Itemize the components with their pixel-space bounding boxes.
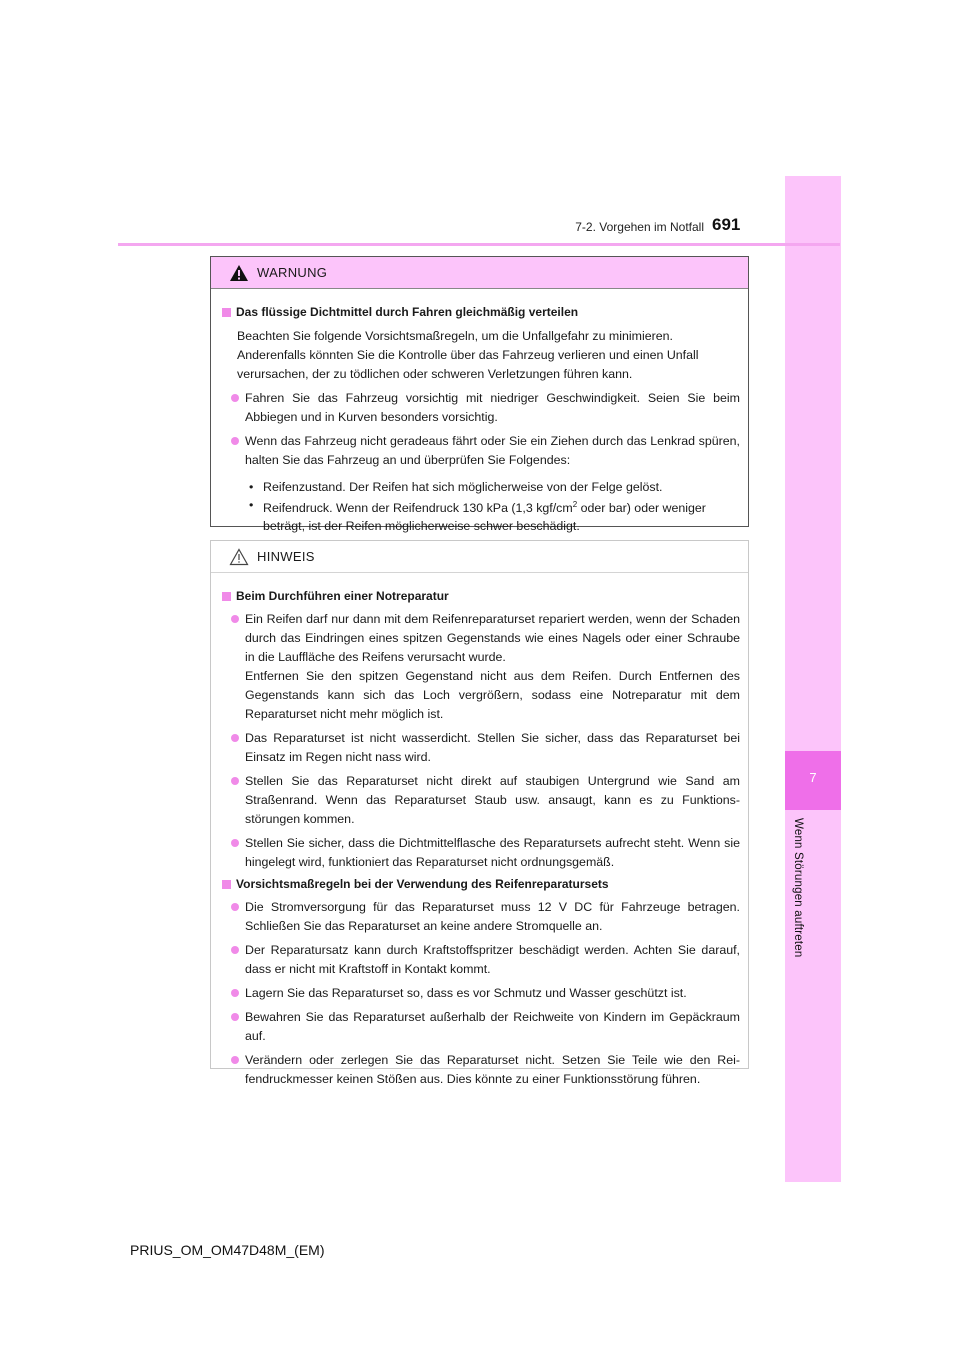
chapter-label: Wenn Störungen auftreten — [792, 818, 804, 958]
warning-intro: Beachten Sie folgende Vorsichtsmaßregeln, um die Unfallgefahr zu minimieren. Anderenfalls könnten Sie die Kontrolle über das Fahrzeug verlieren und einen Unfall verursachen, der zu tödlichen oder schweren Verletzungen führen kann. — [237, 329, 699, 381]
warning-title: WARNUNG — [257, 265, 328, 280]
square-bullet-icon — [222, 880, 231, 889]
note-title: HINWEIS — [257, 549, 315, 564]
chapter-number: 7 — [809, 770, 817, 785]
bullet-dot-icon — [231, 615, 239, 623]
list-item: Die Stromversorgung für das Reparaturset muss 12 V DC für Fahrzeuge betragen. Schließen Sie das Reparaturset an keine andere Stromquelle an. — [231, 898, 740, 936]
bullet-dot-icon — [231, 777, 239, 785]
bullet-dot-icon — [231, 437, 239, 445]
list-item: Stellen Sie das Reparaturset nicht direkt auf staubigen Untergrund wie Sand am Straßenrand. Wenn das Reparaturset Staub usw. ansaugt, kann es zu Funktions-störungen kommen. — [231, 772, 740, 829]
document-code: PRIUS_OM_OM47D48M_(EM) — [130, 1242, 325, 1258]
bullet-dot-icon — [231, 839, 239, 847]
list-item: Wenn das Fahrzeug nicht geradeaus fährt oder Sie ein Ziehen durch das Lenkrad spüren, halten Sie das Fahrzeug an und überprüfen Sie Folgendes: — [231, 432, 740, 470]
square-bullet-icon — [222, 592, 231, 601]
bullet-dot-icon — [231, 1056, 239, 1064]
list-item: Stellen Sie sicher, dass die Dichtmittelflasche des Reparatursets aufrecht steht. Wenn sie hingelegt wird, funktioniert das Reparaturset nicht ordnungsgemäß. — [231, 834, 740, 872]
check-item-tire-pressure: • Reifendruck. Wenn der Reifendruck 130 kPa (1,3 kgf/$cm^2$ oder bar) oder weniger beträgt, ist der Reifen möglicherweise schwer beschädigt. — [249, 498, 706, 534]
bullet-dot-icon — [231, 394, 239, 402]
note-header — [211, 541, 748, 573]
caution-triangle-icon — [229, 548, 249, 566]
warning-header — [211, 257, 748, 289]
warning-box — [210, 256, 749, 534]
section-title: 7-2. Vorgehen im Notfall — [575, 220, 704, 234]
note-box — [210, 540, 749, 1086]
chapter-side-tab — [785, 176, 841, 1182]
header-rule — [118, 243, 840, 246]
list-item: Fahren Sie das Fahrzeug vorsichtig mit niedriger Geschwindigkeit. Seien Sie beim Abbiegen und in Kurven besonders vorsichtig. — [231, 389, 740, 427]
bullet-dot-icon — [231, 946, 239, 954]
warning-heading: Das flüssige Dichtmittel durch Fahren gleichmäßig verteilen — [219, 304, 740, 321]
bullet-dot-icon — [231, 989, 239, 997]
bullet-dot-icon — [231, 903, 239, 911]
list-item: Der Reparatursatz kann durch Kraftstoffspritzer beschädigt werden. Achten Sie darauf, dass er nicht mit Kraftstoff in Kontakt kommt. — [231, 941, 740, 979]
list-item: Bewahren Sie das Reparaturset außerhalb der Reichweite von Kindern im Gepäckraum auf. — [231, 1008, 740, 1046]
list-item: Lagern Sie das Reparaturset so, dass es vor Schmutz und Wasser geschützt ist. — [231, 984, 740, 1003]
bullet-dot-icon — [231, 734, 239, 742]
note-heading: Beim Durchführen einer Notreparatur — [219, 588, 740, 605]
list-item: Das Reparaturset ist nicht wasserdicht. Stellen Sie sicher, dass das Reparaturset bei Einsatz im Regen nicht nass wird. — [231, 729, 740, 767]
list-item: Ein Reifen darf nur dann mit dem Reifenreparaturset repariert werden, wenn der Schaden durch das Eindringen eines spitzen Gegenstands wie eines Nagels oder einer Schraube in die Lauffläche des Reifens verursacht wurde. Entfernen Sie den spitzen Gegenstand nicht aus dem Reifen. Durch Entfernen des Gegenstands kann sich das Loch vergrößern, sodass eine Notreparatur mit dem Reparaturset nicht mehr möglich ist. — [231, 610, 740, 724]
warning-triangle-icon — [229, 264, 249, 282]
bullet-dot-icon — [231, 1013, 239, 1021]
square-bullet-icon — [222, 308, 231, 317]
list-item: Verändern oder zerlegen Sie das Reparaturset nicht. Setzen Sie Teile wie den Rei-fendruckmesser keinen Stößen aus. Dies könnte zu einer Funktionsstörung führen. — [231, 1051, 740, 1089]
page-number: 691 — [712, 215, 741, 234]
check-item-tire-condition: • Reifenzustand. Der Reifen hat sich möglicherweise von der Felge gelöst. — [249, 480, 663, 494]
note-heading: Vorsichtsmaßregeln bei der Verwendung des Reifenreparatursets — [219, 876, 740, 893]
